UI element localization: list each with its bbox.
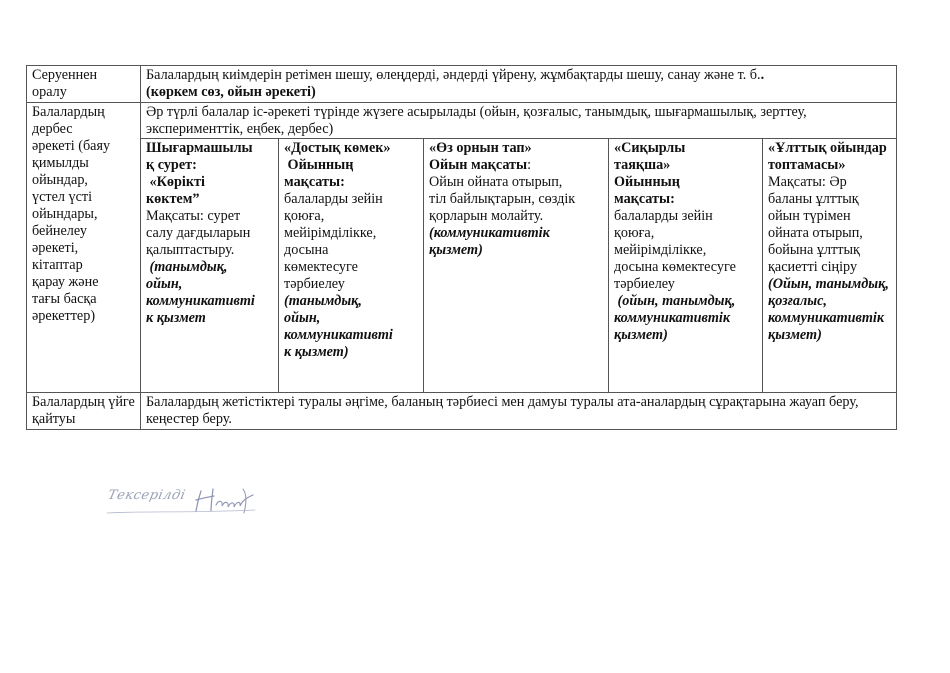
activity-magic-wand: «Сиқырлы таяқша» Ойынның мақсаты: балаларды зейін қоюға, мейірімділікке, досына көмектесуге тәрбиелеу (ойын, танымдық, коммуникативтік қызмет) bbox=[609, 139, 763, 393]
activity-national-games: «Ұлттық ойындар топтамасы» Мақсаты: Әр баланы ұлттық ойын түрімен ойната отырып, бойына ұлттық қасиетті сіңіру (Ойын, танымдық, қозғалыс, коммуникативтік қызмет) bbox=[763, 139, 897, 393]
handwritten-signature bbox=[103, 483, 263, 523]
table-row bbox=[27, 139, 897, 393]
table-row bbox=[27, 66, 897, 103]
independent-summary: Әр түрлі балалар іс-әрекеті түрінде жүзеге асырылады (ойын, қозғалыс, танымдық, шығармашылық, зерттеу, эксперименттік, еңбек, дербес) bbox=[141, 103, 897, 139]
home-cell: Балалардың жетістіктері туралы әңгіме, баланың тәрбиесі мен дамуы туралы ата-аналардың сұрақтарына жауап беру, кеңестер беру. bbox=[141, 393, 897, 430]
table-row bbox=[27, 103, 897, 139]
walk-return-note: (көркем сөз, ойын әрекеті) bbox=[146, 84, 316, 100]
activity-friendly-help: «Достық көмек» Ойынның мақсаты: балаларды зейін қоюға, мейірімділікке, досына көмектесуге тәрбиелеу (танымдық, ойын, коммуникативті к қызмет) bbox=[279, 139, 424, 393]
walk-return-text: Балалардың киімдерін ретімен шешу, өлеңдерді, әндерді үйрену, жұмбақтарды шешу, санау және т. б. bbox=[146, 67, 761, 83]
activity-creative-drawing: Шығармашылы қ сурет: «Көрікті көктем” Мақсаты: сурет салу дағдыларын қалыптастыру. (танымдық, ойын, коммуникативті к қызмет bbox=[141, 139, 279, 393]
signature-checked-text: Тексерілді bbox=[106, 488, 187, 503]
activity-find-your-place: «Өз орнын тап» Ойын мақсаты: Ойын ойната отырып, тіл байлықтарын, сөздік қорларын молайту. (коммуникативтік қызмет) bbox=[424, 139, 609, 393]
daily-plan-table bbox=[26, 65, 897, 430]
row-label-independent: Балалардың дербес әрекеті (баяу қимылды ойындар, үстел үсті ойындары, бейнелеу әрекеті, кітаптар қарау және тағы басқа әрекеттер) bbox=[27, 103, 141, 393]
row-label-walk-return: Серуеннен оралу bbox=[27, 66, 141, 103]
row-label-home: Балалардың үйге қайтуы bbox=[27, 393, 141, 430]
walk-return-cell: Балалардың киімдерін ретімен шешу, өлеңдерді, әндерді үйрену, жұмбақтарды шешу, санау және т. б.. (көркем сөз, ойын әрекеті) bbox=[141, 66, 897, 103]
table-row bbox=[27, 393, 897, 430]
